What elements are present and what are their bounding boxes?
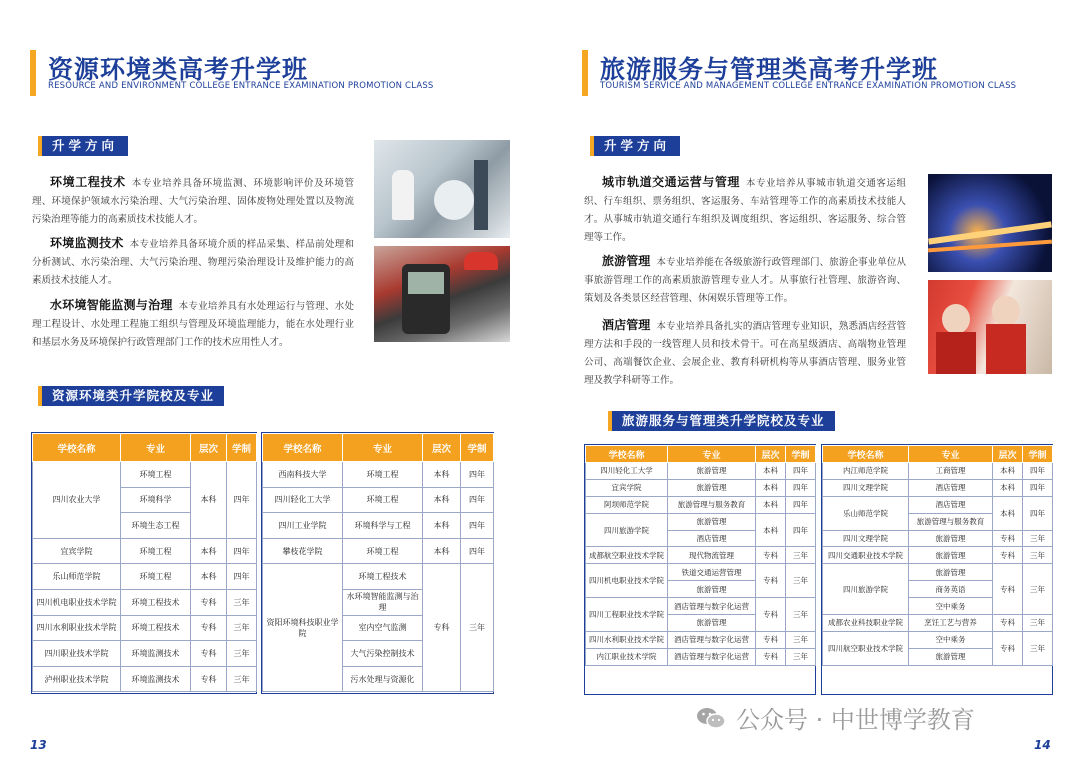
years-cell: 四年	[1023, 479, 1053, 496]
col-header: 学制	[461, 434, 494, 462]
major-description	[584, 252, 906, 308]
school-cell: 成都航空职业技术学院	[586, 547, 668, 564]
level-cell: 本科	[756, 513, 786, 547]
major-cell: 环境工程	[121, 462, 191, 488]
school-cell: 四川机电职业技术学院	[586, 564, 668, 598]
major-cell: 商务英语	[909, 581, 993, 598]
level-cell: 专科	[993, 615, 1023, 632]
major-cell: 酒店管理与数字化运营	[668, 631, 756, 648]
table-row	[823, 631, 1053, 648]
years-cell: 三年	[1023, 530, 1053, 547]
years-cell: 三年	[1023, 615, 1053, 632]
col-header: 层次	[423, 434, 461, 462]
level-cell: 本科	[191, 564, 227, 590]
major-name: 城市轨道交通运营与管理	[602, 175, 740, 189]
major-cell: 环境科学	[121, 487, 191, 513]
school-cell: 四川轻化工大学	[263, 487, 343, 513]
table-row	[586, 648, 816, 665]
level-cell: 专科	[191, 641, 227, 667]
page-title: 旅游服务与管理类高考升学班	[600, 55, 939, 84]
level-cell: 本科	[423, 462, 461, 488]
major-cell: 旅游管理	[668, 581, 756, 598]
major-cell: 水环境智能监测与治理	[343, 589, 423, 615]
level-cell: 本科	[993, 496, 1023, 530]
table-row	[586, 598, 816, 615]
level-cell: 本科	[756, 496, 786, 513]
major-cell: 旅游管理	[909, 564, 993, 581]
major-cell: 环境工程	[343, 538, 423, 564]
major-cell: 现代物流管理	[668, 547, 756, 564]
major-cell: 旅游管理	[909, 530, 993, 547]
years-cell: 三年	[461, 564, 494, 692]
years-cell: 四年	[461, 538, 494, 564]
city-rail-photo	[928, 174, 1052, 272]
table-row	[33, 615, 257, 641]
schools-table-left	[585, 445, 816, 666]
years-cell: 四年	[461, 487, 494, 513]
major-cell: 环境科学与工程	[343, 513, 423, 539]
years-cell: 四年	[786, 496, 816, 513]
major-cell: 空中乘务	[909, 598, 993, 615]
school-cell: 四川旅游学院	[586, 513, 668, 547]
major-cell: 环境工程	[121, 564, 191, 590]
major-cell: 环境工程技术	[343, 564, 423, 590]
major-cell: 酒店管理	[909, 479, 993, 496]
years-cell: 四年	[1023, 463, 1053, 480]
col-header: 层次	[993, 446, 1023, 463]
years-cell: 四年	[227, 564, 257, 590]
years-cell: 三年	[227, 666, 257, 692]
page-title: 资源环境类高考升学班	[48, 55, 309, 84]
major-cell: 酒店管理	[668, 530, 756, 547]
col-header: 层次	[191, 434, 227, 462]
school-cell: 宜宾学院	[33, 538, 121, 564]
years-cell: 三年	[1023, 564, 1053, 615]
level-cell: 本科	[423, 487, 461, 513]
years-cell: 三年	[1023, 547, 1053, 564]
major-cell: 酒店管理与数字化运营	[668, 648, 756, 665]
major-description	[32, 296, 354, 352]
years-cell: 三年	[227, 589, 257, 615]
school-cell: 攀枝花学院	[263, 538, 343, 564]
major-cell: 旅游管理	[668, 615, 756, 632]
table-row	[823, 564, 1053, 581]
title-accent-bar	[30, 50, 36, 96]
col-header: 学制	[786, 446, 816, 463]
schools-table-right	[822, 445, 1053, 666]
level-cell: 本科	[756, 463, 786, 480]
major-cell: 工商管理	[909, 463, 993, 480]
level-cell: 专科	[423, 564, 461, 692]
level-cell: 专科	[993, 564, 1023, 615]
years-cell: 三年	[786, 648, 816, 665]
table-row	[33, 538, 257, 564]
major-cell: 空中乘务	[909, 631, 993, 648]
major-cell: 环境工程	[343, 462, 423, 488]
major-name: 酒店管理	[602, 318, 651, 332]
school-cell: 宜宾学院	[586, 479, 668, 496]
school-cell: 内江职业技术学院	[586, 648, 668, 665]
schools-table-right	[262, 433, 494, 692]
school-cell: 四川农业大学	[33, 462, 121, 539]
major-text: 本专业培养从事城市轨道交通客运组织、行车组织、票务组织、客运服务、车站管理等工作的高素质技术技能人才。从事城市轨道交通行车组织及调度组织、客运组织、客运服务、综合管理等工作。	[584, 178, 906, 243]
level-cell: 本科	[423, 513, 461, 539]
school-cell: 四川文理学院	[823, 530, 909, 547]
table-row	[33, 462, 257, 488]
wechat-icon	[696, 706, 726, 730]
level-cell: 本科	[423, 538, 461, 564]
level-cell: 本科	[191, 538, 227, 564]
school-cell: 资阳环境科技职业学院	[263, 564, 343, 692]
table-row	[586, 547, 816, 564]
lab-photo	[374, 140, 510, 238]
years-cell: 三年	[1023, 631, 1053, 665]
table-row	[823, 479, 1053, 496]
school-cell: 阿坝师范学院	[586, 496, 668, 513]
major-cell: 旅游管理	[909, 547, 993, 564]
major-cell: 旅游管理与服务教育	[909, 513, 993, 530]
page-subtitle: TOURISM SERVICE AND MANAGEMENT COLLEGE ENTRANCE EXAMINATION PROMOTION CLASS	[600, 81, 1017, 91]
page-number: 14	[1034, 738, 1051, 752]
years-cell: 三年	[227, 615, 257, 641]
major-cell: 旅游管理	[668, 513, 756, 530]
years-cell: 三年	[786, 564, 816, 598]
right-page	[540, 0, 1080, 764]
major-text: 本专业培养具备扎实的酒店管理专业知识，熟悉酒店经营管理方法和手段的一线管理人员和技术骨干。可在高星级酒店、高端物业管理公司、高端餐饮企业、会展企业、教育科研机构等从事酒店管理、服务业管理及教学科研等工作。	[584, 321, 906, 386]
table-row	[33, 589, 257, 615]
meter-photo	[374, 246, 510, 342]
school-cell: 四川水利职业技术学院	[586, 631, 668, 648]
level-cell: 专科	[756, 648, 786, 665]
school-cell: 四川旅游学院	[823, 564, 909, 615]
level-cell: 专科	[191, 615, 227, 641]
direction-tag: 升学方向	[42, 136, 128, 156]
years-cell: 四年	[1023, 496, 1053, 530]
major-cell: 环境工程技术	[121, 589, 191, 615]
schools-tag: 旅游服务与管理类升学院校及专业	[612, 411, 835, 431]
years-cell: 四年	[227, 462, 257, 539]
level-cell: 本科	[191, 462, 227, 539]
major-description	[584, 316, 906, 390]
col-header: 专业	[343, 434, 423, 462]
table-row	[33, 641, 257, 667]
table-row	[586, 463, 816, 480]
table-row	[586, 479, 816, 496]
schools-table-left	[32, 433, 257, 692]
school-cell: 四川职业技术学院	[33, 641, 121, 667]
major-name: 环境工程技术	[50, 175, 126, 189]
watermark	[696, 700, 975, 735]
school-cell: 乐山师范学院	[823, 496, 909, 530]
school-cell: 四川文理学院	[823, 479, 909, 496]
col-header: 专业	[668, 446, 756, 463]
level-cell: 专科	[756, 564, 786, 598]
major-cell: 旅游管理	[668, 463, 756, 480]
major-cell: 酒店管理	[909, 496, 993, 513]
years-cell: 四年	[786, 463, 816, 480]
school-cell: 内江师范学院	[823, 463, 909, 480]
major-cell: 污水处理与资源化	[343, 666, 423, 692]
major-cell: 环境监测技术	[121, 666, 191, 692]
school-cell: 四川工业学院	[263, 513, 343, 539]
table-row	[263, 538, 494, 564]
table-row	[263, 564, 494, 590]
school-cell: 四川机电职业技术学院	[33, 589, 121, 615]
years-cell: 三年	[786, 547, 816, 564]
major-cell: 烹饪工艺与营养	[909, 615, 993, 632]
schools-tag: 资源环境类升学院校及专业	[42, 386, 224, 406]
table-row	[586, 513, 816, 530]
years-cell: 四年	[461, 462, 494, 488]
years-cell: 三年	[786, 631, 816, 648]
table-row	[823, 547, 1053, 564]
col-header: 学校名称	[33, 434, 121, 462]
years-cell: 四年	[786, 513, 816, 547]
col-header: 学校名称	[823, 446, 909, 463]
level-cell: 本科	[756, 479, 786, 496]
major-description	[32, 234, 354, 290]
major-cell: 大气污染控制技术	[343, 641, 423, 667]
years-cell: 四年	[786, 479, 816, 496]
major-cell: 旅游管理	[668, 479, 756, 496]
school-cell: 四川水利职业技术学院	[33, 615, 121, 641]
major-cell: 环境工程	[343, 487, 423, 513]
major-description	[584, 173, 906, 247]
major-text: 本专业培养具备环境监测、环境影响评价及环境管理、环境保护领域水污染治理、大气污染治理、固体废物处理处置以及物流污染治理等能力的高素质技术技能人才。	[32, 178, 354, 225]
table-row	[823, 615, 1053, 632]
level-cell: 专科	[993, 547, 1023, 564]
major-cell: 酒店管理与数字化运营	[668, 598, 756, 615]
table-row	[263, 513, 494, 539]
major-cell: 旅游管理	[909, 648, 993, 665]
title-accent-bar	[582, 50, 588, 96]
major-cell: 铁道交通运营管理	[668, 564, 756, 581]
school-cell: 泸州职业技术学院	[33, 666, 121, 692]
years-cell: 三年	[786, 598, 816, 632]
major-cell: 环境工程	[121, 538, 191, 564]
table-row	[263, 462, 494, 488]
level-cell: 专科	[993, 631, 1023, 665]
school-cell: 四川轻化工大学	[586, 463, 668, 480]
major-name: 环境监测技术	[50, 236, 124, 250]
school-cell: 四川交通职业技术学院	[823, 547, 909, 564]
train-crew-photo	[928, 280, 1052, 374]
level-cell: 专科	[756, 547, 786, 564]
direction-tag: 升学方向	[594, 136, 680, 156]
years-cell: 四年	[461, 513, 494, 539]
col-header: 层次	[756, 446, 786, 463]
level-cell: 专科	[756, 631, 786, 648]
major-text: 本专业培养具备环境介质的样品采集、样品前处理和分析测试、水污染治理、大气污染治理、物理污染治理设计及维护能力的高素质技术技能人才。	[32, 239, 354, 286]
table-row	[33, 666, 257, 692]
level-cell: 专科	[191, 666, 227, 692]
major-text: 本专业培养能在各级旅游行政管理部门、旅游企事业单位从事旅游管理工作的高素质旅游管理专业人才。从事旅行社管理、旅游咨询、策划及各类景区经营管理、休闲娱乐管理等工作。	[584, 257, 906, 304]
page-number: 13	[30, 738, 47, 752]
watermark-text: 公众号 · 中世博学教育	[736, 706, 975, 734]
table-row	[823, 463, 1053, 480]
school-cell: 四川工程职业技术学院	[586, 598, 668, 632]
col-header: 专业	[909, 446, 993, 463]
major-name: 水环境智能监测与治理	[50, 298, 173, 312]
level-cell: 本科	[993, 479, 1023, 496]
col-header: 学制	[227, 434, 257, 462]
table-row	[823, 496, 1053, 513]
table-row	[33, 564, 257, 590]
years-cell: 四年	[227, 538, 257, 564]
table-row	[586, 496, 816, 513]
major-cell: 环境监测技术	[121, 641, 191, 667]
major-cell: 旅游管理与服务教育	[668, 496, 756, 513]
level-cell: 专科	[191, 589, 227, 615]
table-row	[823, 530, 1053, 547]
table-row	[586, 564, 816, 581]
school-cell: 成都农业科技职业学院	[823, 615, 909, 632]
col-header: 学制	[1023, 446, 1053, 463]
school-cell: 四川航空职业技术学院	[823, 631, 909, 665]
col-header: 学校名称	[586, 446, 668, 463]
school-cell: 西南科技大学	[263, 462, 343, 488]
major-cell: 室内空气监测	[343, 615, 423, 641]
major-text: 本专业培养具有水处理运行与管理、水处理工程设计、水处理工程施工组织与管理及环境监理能力，能在水处理行业和基层水务及环境保护行政管理部门工作的技术应用性人才。	[32, 301, 354, 348]
table-row	[263, 487, 494, 513]
level-cell: 本科	[993, 463, 1023, 480]
years-cell: 三年	[227, 641, 257, 667]
level-cell: 专科	[993, 530, 1023, 547]
level-cell: 专科	[756, 598, 786, 632]
major-cell: 环境生态工程	[121, 513, 191, 539]
table-row	[586, 631, 816, 648]
page-subtitle: RESOURCE AND ENVIRONMENT COLLEGE ENTRANCE EXAMINATION PROMOTION CLASS	[48, 81, 434, 91]
major-name: 旅游管理	[602, 254, 651, 268]
col-header: 专业	[121, 434, 191, 462]
school-cell: 乐山师范学院	[33, 564, 121, 590]
major-cell: 环境工程技术	[121, 615, 191, 641]
col-header: 学校名称	[263, 434, 343, 462]
major-description	[32, 173, 354, 229]
